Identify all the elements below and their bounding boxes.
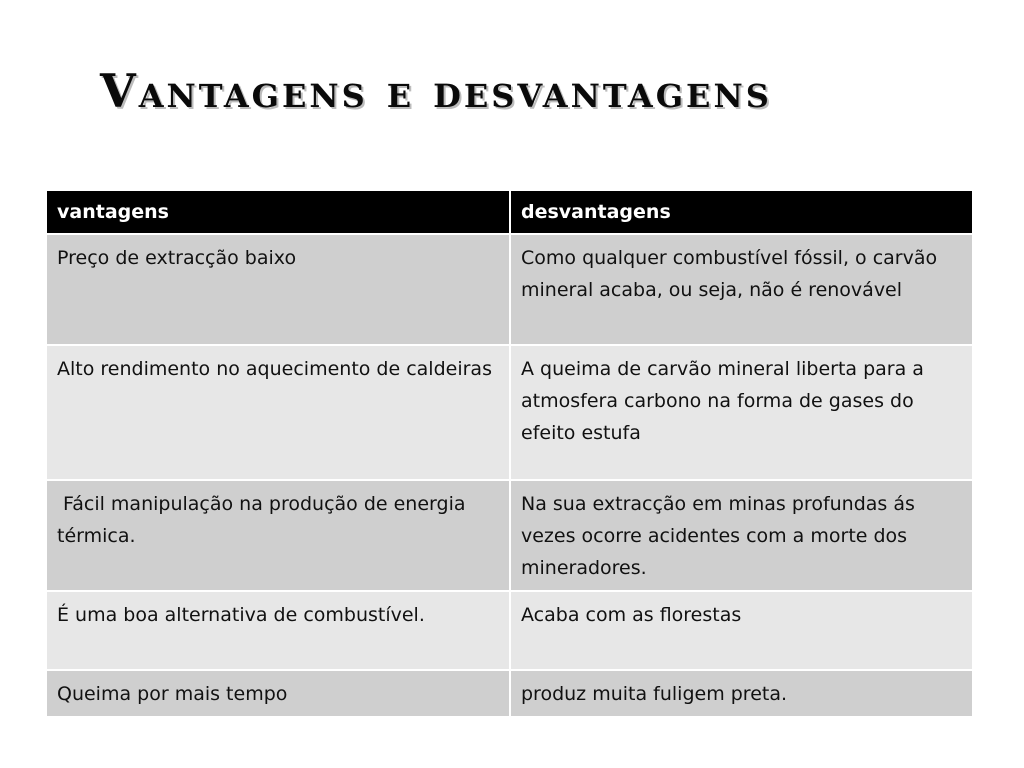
vantagem-cell: Fácil manipulação na produção de energia térmica.: [47, 480, 510, 591]
header-vantagens: vantagens: [47, 191, 510, 234]
desvantagem-cell: Acaba com as florestas: [510, 591, 972, 670]
vantagem-cell: Preço de extracção baixo: [47, 234, 510, 345]
table-header-row: [47, 191, 972, 234]
table-row: [47, 345, 972, 480]
table-row: [47, 234, 972, 345]
comparison-table: [47, 191, 972, 718]
desvantagem-cell: Na sua extracção em minas profundas ás vezes ocorre acidentes com a morte dos mineradores.: [510, 480, 972, 591]
vantagem-cell: Alto rendimento no aquecimento de caldeiras: [47, 345, 510, 480]
header-desvantagens: desvantagens: [510, 191, 972, 234]
desvantagem-cell: Como qualquer combustível fóssil, o carvão mineral acaba, ou seja, não é renovável: [510, 234, 972, 345]
table-row: [47, 670, 972, 717]
vantagem-cell: Queima por mais tempo: [47, 670, 510, 717]
desvantagem-cell: produz muita fuligem preta.: [510, 670, 972, 717]
slide-title: Vantagens e desvantagens: [100, 64, 772, 118]
vantagem-cell: É uma boa alternativa de combustível.: [47, 591, 510, 670]
table-row: [47, 480, 972, 591]
table-row: [47, 591, 972, 670]
desvantagem-cell: A queima de carvão mineral liberta para a atmosfera carbono na forma de gases do efeito estufa: [510, 345, 972, 480]
